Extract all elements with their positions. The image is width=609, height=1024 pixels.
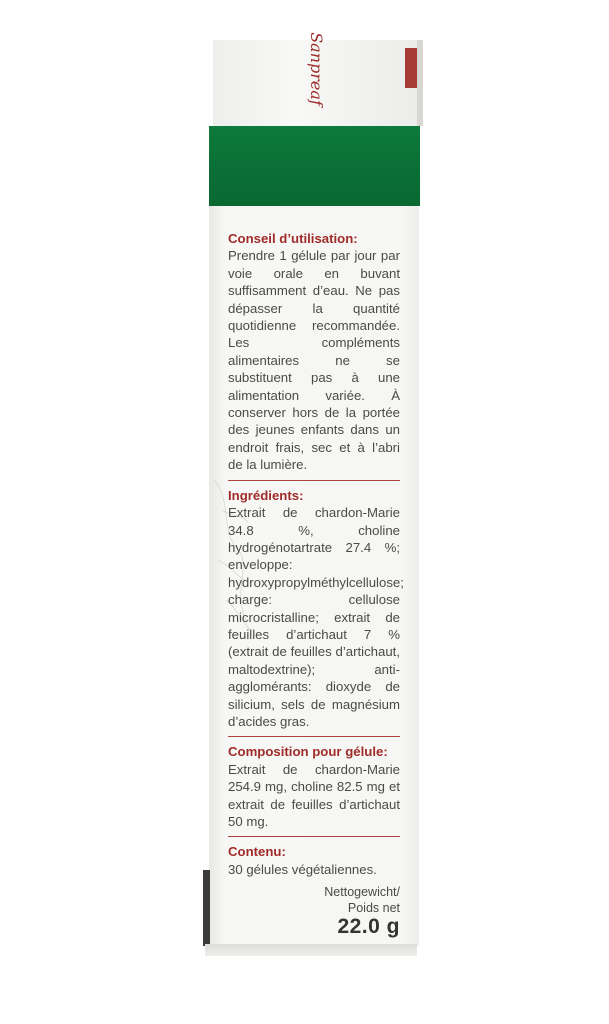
panel-shadow	[203, 870, 210, 946]
ingredients-heading: Ingrédients:	[228, 487, 304, 503]
net-weight-label-line2: Poids net	[347, 901, 400, 916]
ingredients-text: Extrait de chardon-Marie 34.8 %, choline hydrogénotartrate 27.4 %; enveloppe: hydroxypropylméthylcellulose; charge: cellulose microcristalline; extrait de feuilles d’artichaut 7 % (extrait de feuilles d’artichaut, maltodextrine); anti-agglomérants: dioxyde de silicium, sels de magnésium d’acides gras.	[228, 505, 404, 729]
divider	[228, 836, 400, 837]
composition-text: Extrait de chardon-Marie 254.9 mg, choline 82.5 mg et extrait de feuilles d’artichaut 50 mg.	[228, 761, 400, 829]
divider	[228, 480, 400, 481]
net-weight-value: 22.0 g	[337, 915, 400, 939]
divider	[228, 736, 400, 737]
green-band	[209, 126, 420, 206]
contents-heading: Contenu:	[228, 844, 286, 860]
box-top-corner	[405, 48, 417, 88]
usage-heading: Conseil d’utilisation:	[228, 231, 358, 246]
contents-text: 30 gélules végétaliennes.	[228, 861, 377, 877]
net-weight-label	[228, 884, 400, 916]
label-text-block	[228, 230, 404, 939]
net-weight-label-line1: Nettogewicht/	[324, 885, 400, 900]
brand-logo: Sanpreaf	[307, 32, 327, 106]
usage-text: Prendre 1 gélule par jour par voie orale en buvant suffisamment d’eau. Ne pas dépasser la quantité quotidienne recommandée. Les compléments alimentaires ne se substituent pas à une alimentation variée. À conserver hors de la portée des jeunes enfants dans un endroit frais, sec et à l’abri de la lumière.	[228, 248, 400, 473]
box-bottom-edge	[205, 944, 417, 956]
composition-heading: Composition pour gélule:	[228, 744, 388, 760]
